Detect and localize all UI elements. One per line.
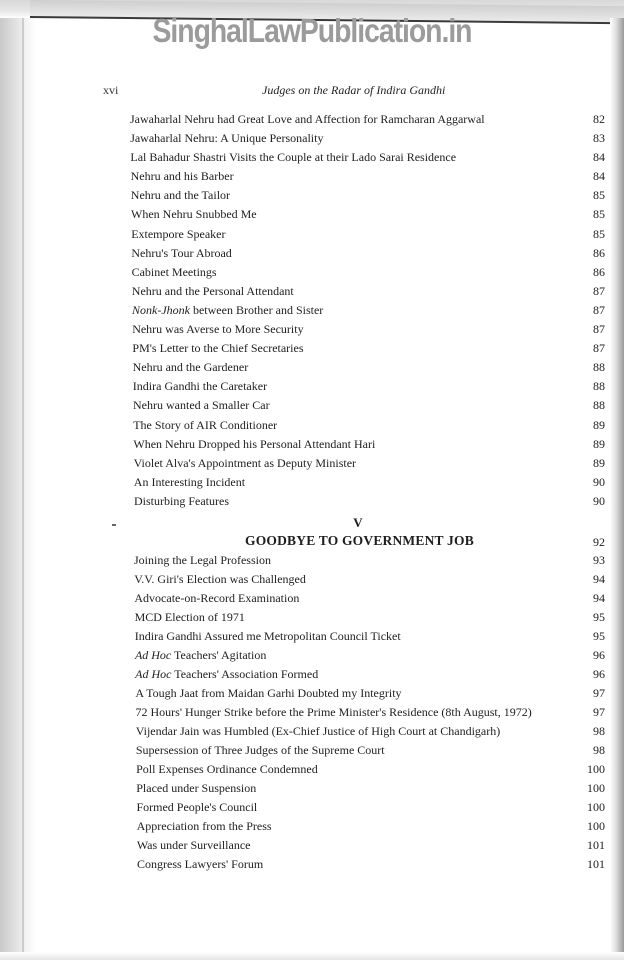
toc-entry-title: Nehru was Averse to More Security [132,322,304,337]
toc-entry [0,110,624,129]
toc-entry-title-rest: between Brother and Sister [189,302,324,317]
toc-entry-page: 93 [593,553,605,567]
toc-entry [0,836,624,855]
toc-entry-page: 100 [587,781,605,795]
toc-entry-title: Nehru's Tour Abroad [131,245,232,260]
toc-entry-page: 90 [593,493,605,508]
toc-entry-title: V.V. Giri's Election was Challenged [134,572,306,586]
toc-entry-title-rest: Teachers' Agitation [171,648,267,662]
toc-entry [0,551,624,570]
toc-entry-page: 87 [593,283,605,298]
toc-entry [0,186,624,205]
chapter-page-number: 92 [593,535,605,549]
toc-entry-title: A Tough Jaat from Maidan Garhi Doubted my Integrity [135,686,402,700]
toc-entry-title-italic: Ad Hoc [134,648,172,662]
toc-entry-title-rest: Teachers' Association Formed [171,667,319,681]
toc-entry [0,454,624,473]
toc-entry [0,722,624,741]
toc-entry-page: 83 [593,131,605,146]
toc-entry [0,263,624,282]
toc-entry-title: MCD Election of 1971 [134,610,245,624]
toc-entry-page: 97 [593,705,605,719]
chapter-heading-row [0,533,624,553]
toc-entry [0,167,624,186]
toc-entry-page: 88 [593,379,605,394]
toc-entry [0,244,624,263]
toc-entry [0,320,624,339]
toc-entry [0,205,624,224]
toc-entry-page: 95 [593,610,605,624]
toc-entry [0,741,624,760]
toc-entry-title: Formed People's Council [136,800,258,814]
toc-entry [0,435,624,454]
toc-entry [0,129,624,148]
toc-entry [0,416,624,435]
scan-bottom-edge [0,952,624,960]
toc-entry-title: Nehru and his Barber [130,169,234,184]
running-head [0,83,624,99]
toc-entry-title [135,646,266,665]
toc-entry-title: An Interesting Incident [133,474,246,489]
toc-entry-page: 100 [587,762,605,776]
toc-entry [0,589,624,608]
toc-entry [0,492,624,511]
toc-entry-title: Disturbing Features [134,493,229,508]
toc-entry-page: 98 [593,743,605,757]
toc-entry [0,646,624,665]
toc-entry-page: 96 [593,667,605,681]
toc-entry-title: Nehru and the Tailor [130,188,231,203]
toc-entry-title-italic: Nonk-Jhonk [132,302,190,317]
toc-entry [0,396,624,415]
toc-entry-title: Placed under Suspension [136,781,257,795]
toc-entry [0,570,624,589]
toc-entry-page: 88 [593,360,605,375]
toc-entry-page: 86 [593,264,605,279]
toc-entry [0,760,624,779]
toc-entry-page: 87 [593,322,605,337]
toc-entry [0,148,624,167]
toc-entry-title: When Nehru Snubbed Me [131,207,257,222]
toc-entry-title: Nehru and the Gardener [132,360,249,375]
toc-entry-title: 72 Hours' Hunger Strike before the Prime Minister's Residence (8th August, 1972) [135,705,532,719]
toc-entry [0,703,624,722]
toc-entry [0,301,624,320]
toc-entry-page: 98 [593,724,605,738]
toc-entry-page: 85 [593,207,605,222]
toc-entry-title [135,665,318,684]
toc-entry-page: 101 [587,838,605,852]
toc-entry [0,627,624,646]
toc-entry [0,665,624,684]
toc-entry [0,377,624,396]
toc-entry-page: 84 [593,169,605,184]
page-number: xvi [103,83,119,97]
toc-entry-title: Vijendar Jain was Humbled (Ex-Chief Justice of High Court at Chandigarh) [135,724,501,738]
toc-entry-title: Poll Expenses Ordinance Condemned [136,762,318,776]
toc-entry [0,282,624,301]
toc-entry-page: 87 [593,302,605,317]
toc-entry-page: 94 [593,572,605,586]
toc-entry-page: 100 [587,819,605,833]
toc-entry-title: Nehru wanted a Smaller Car [133,398,270,413]
toc-entry-title: Lal Bahadur Shastri Visits the Couple at their Lado Sarai Residence [130,150,457,165]
toc-entry-title: Nehru and the Personal Attendant [131,283,294,298]
toc-entry [0,817,624,836]
toc-section-1 [0,110,624,511]
toc-entry-page: 96 [593,648,605,662]
toc-entry-page: 95 [593,629,605,643]
toc-entry [0,608,624,627]
toc-entry-page: 100 [587,800,605,814]
toc-entry-title: Was under Surveillance [136,838,251,852]
toc-entry-title: Indira Gandhi the Caretaker [132,379,268,394]
toc-entry [0,339,624,358]
toc-entry-title: Congress Lawyers' Forum [137,857,264,871]
toc-entry [0,779,624,798]
toc-entry-page: 97 [593,686,605,700]
toc-entry-title: Jawaharlal Nehru: A Unique Personality [130,131,324,146]
toc-entry-title: Advocate-on-Record Examination [134,591,300,605]
toc-entry-page: 90 [593,474,605,489]
toc-entry-page: 82 [593,112,605,126]
toc-entry [0,684,624,703]
toc-entry-page: 85 [593,188,605,203]
toc-entry-title: Cabinet Meetings [131,264,217,279]
toc-entry-page: 88 [593,398,605,413]
toc-entry-title: Supersession of Three Judges of the Supreme Court [135,743,385,757]
toc-entry-title: The Story of AIR Conditioner [133,417,278,432]
toc-entry-title: Violet Alva's Appointment as Deputy Minister [133,455,357,470]
chapter-number: V [353,515,363,530]
toc-entry-page: 101 [587,857,605,871]
toc-entry-page: 87 [593,341,605,356]
toc-entry-title [132,301,323,320]
toc-entry [0,855,624,874]
toc-entry [0,358,624,377]
toc-entry-title: When Nehru Dropped his Personal Attendant Hari [133,436,376,451]
toc-entry-page: 94 [593,591,605,605]
toc-entry-page: 86 [593,245,605,260]
toc-entry-page: 84 [593,150,605,165]
toc-entry-title: Extempore Speaker [131,226,226,241]
toc-entry-page: 89 [593,455,605,470]
toc-entry-title-italic: Ad Hoc [135,667,172,681]
toc-entry-page: 89 [593,417,605,432]
toc-entry-title: Jawaharlal Nehru had Great Love and Affection for Ramcharan Aggarwal [130,112,485,126]
toc-entry-title: PM's Letter to the Chief Secretaries [132,341,304,356]
watermark: SinghalLawPublication.in [152,12,472,49]
toc-entry-title: Appreciation from the Press [136,819,272,833]
toc-entry [0,798,624,817]
toc-entry [0,473,624,492]
toc-entry-title: Joining the Legal Profession [134,553,271,567]
book-title: Judges on the Radar of Indira Gandhi [262,83,446,97]
toc-section-2 [0,551,624,874]
toc-entry-page: 89 [593,436,605,451]
chapter-title: GOODBYE TO GOVERNMENT JOB [245,533,474,548]
toc-entry-title: Indira Gandhi Assured me Metropolitan Council Ticket [134,629,401,643]
toc-entry [0,225,624,244]
toc-entry-page: 85 [593,226,605,241]
